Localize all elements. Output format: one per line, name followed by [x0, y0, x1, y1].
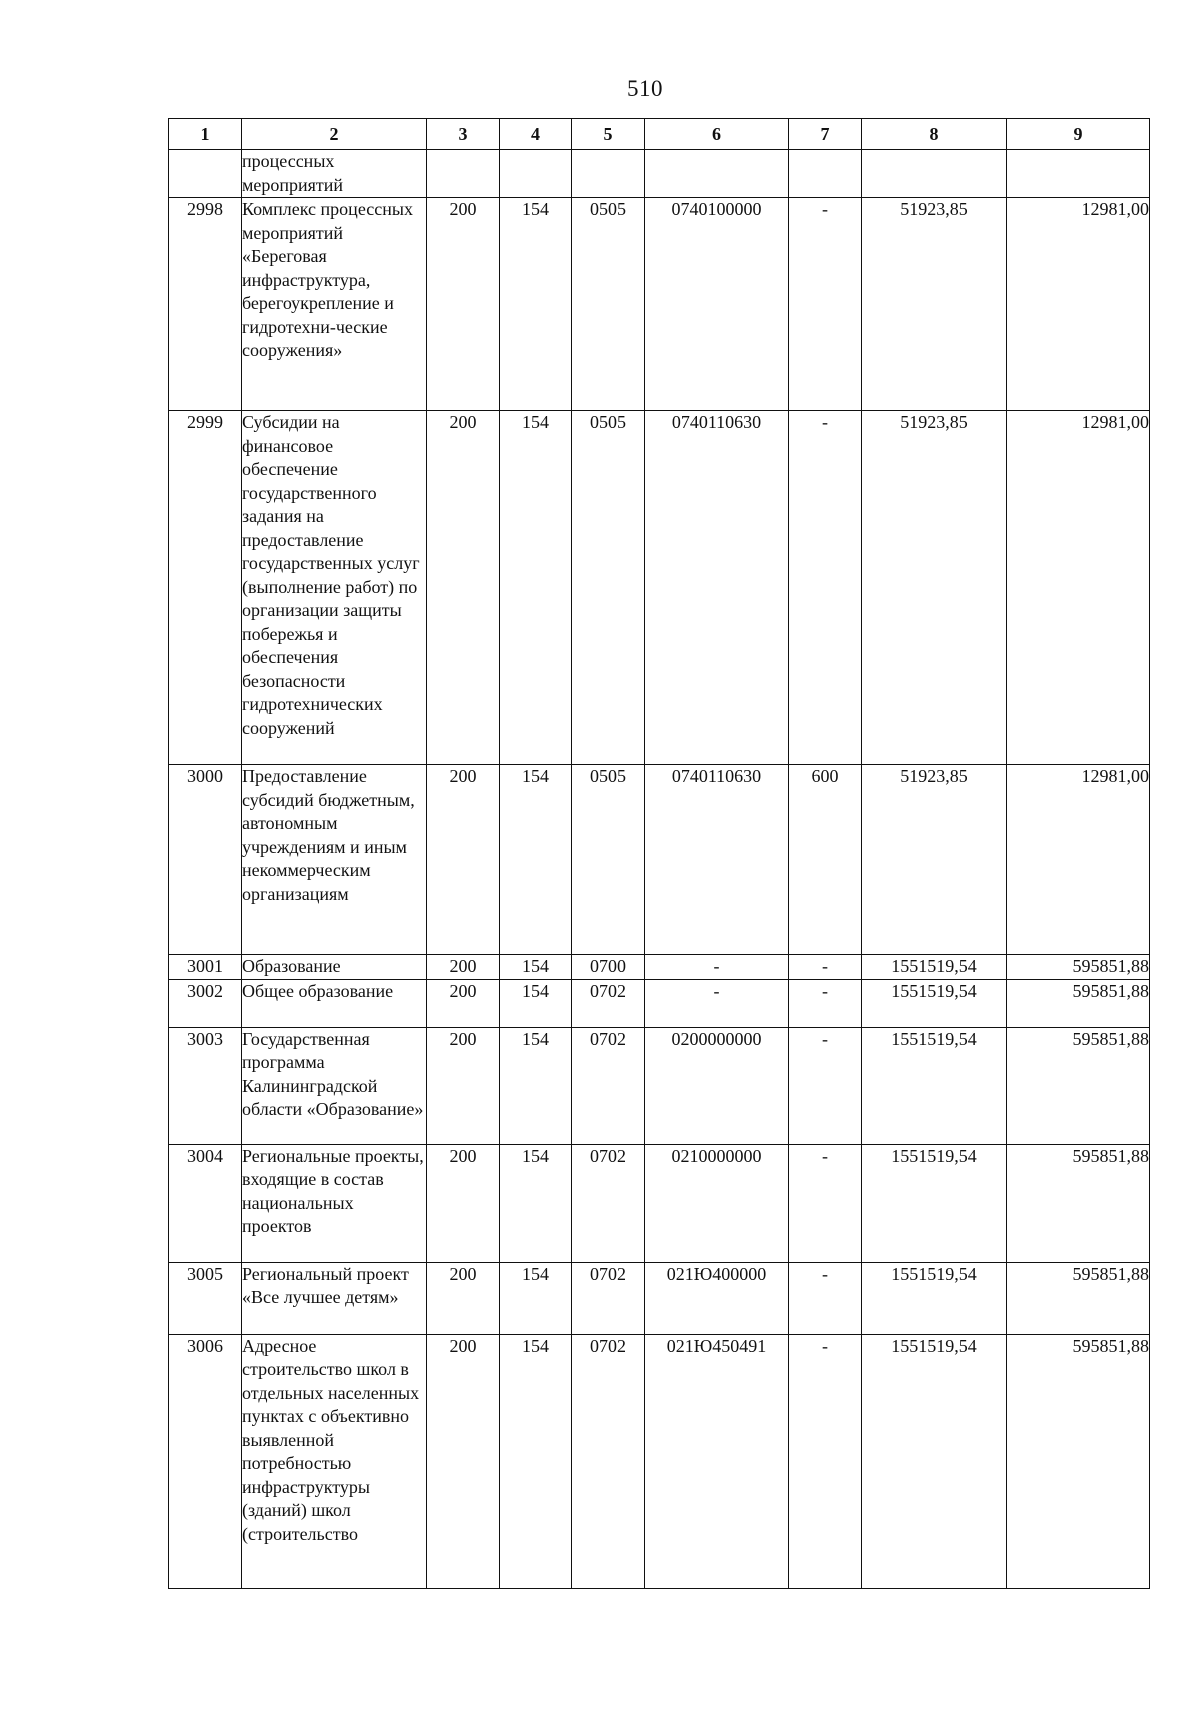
col9-cell: 595851,88 — [1007, 955, 1150, 980]
col7-cell: - — [789, 1334, 862, 1588]
column-header-9: 9 — [1007, 119, 1150, 150]
col9-cell: 595851,88 — [1007, 1027, 1150, 1144]
col8-cell — [862, 150, 1007, 198]
col4-cell: 154 — [500, 1144, 572, 1262]
col8-cell: 51923,85 — [862, 198, 1007, 411]
row-number-cell: 3002 — [169, 979, 242, 1027]
col6-cell: 0200000000 — [645, 1027, 789, 1144]
description-cell: Субсидии на финансовое обеспечение государственного задания на предоставление государственных услуг (выполнение работ) по организации защиты побережья и обеспечения безопасности гидротехнических сооружений — [242, 411, 427, 765]
column-header-1: 1 — [169, 119, 242, 150]
col9-cell: 595851,88 — [1007, 1262, 1150, 1334]
col8-cell: 1551519,54 — [862, 955, 1007, 980]
description-cell: Региональный проект «Все лучшее детям» — [242, 1262, 427, 1334]
col9-cell: 595851,88 — [1007, 1334, 1150, 1588]
row-number-cell: 3003 — [169, 1027, 242, 1144]
col5-cell: 0505 — [572, 198, 645, 411]
description-cell: Предоставление субсидий бюджетным, автономным учреждениям и иным некоммерческим организациям — [242, 765, 427, 955]
description-cell: Государственная программа Калининградской области «Образование» — [242, 1027, 427, 1144]
col8-cell: 51923,85 — [862, 411, 1007, 765]
col6-cell: 0210000000 — [645, 1144, 789, 1262]
col7-cell: - — [789, 1027, 862, 1144]
col4-cell: 154 — [500, 955, 572, 980]
table-row — [169, 198, 1150, 411]
table-row — [169, 1027, 1150, 1144]
table-row — [169, 1334, 1150, 1588]
col8-cell: 1551519,54 — [862, 1027, 1007, 1144]
col6-cell — [645, 150, 789, 198]
col9-cell: 595851,88 — [1007, 979, 1150, 1027]
col4-cell: 154 — [500, 765, 572, 955]
col3-cell: 200 — [427, 198, 500, 411]
table-row — [169, 1144, 1150, 1262]
col7-cell — [789, 150, 862, 198]
col3-cell: 200 — [427, 1334, 500, 1588]
column-header-3: 3 — [427, 119, 500, 150]
table-row — [169, 955, 1150, 980]
col6-cell: 0740110630 — [645, 411, 789, 765]
col4-cell: 154 — [500, 979, 572, 1027]
row-number-cell: 2999 — [169, 411, 242, 765]
col4-cell — [500, 150, 572, 198]
col6-cell: 021Ю450491 — [645, 1334, 789, 1588]
description-cell: Адресное строительство школ в отдельных населенных пунктах с объективно выявленной потребностью инфраструктуры (зданий) школ (строительство — [242, 1334, 427, 1588]
col3-cell: 200 — [427, 411, 500, 765]
col5-cell: 0505 — [572, 411, 645, 765]
col7-cell: - — [789, 955, 862, 980]
col5-cell: 0505 — [572, 765, 645, 955]
header-row — [169, 119, 1150, 150]
column-header-6: 6 — [645, 119, 789, 150]
column-header-7: 7 — [789, 119, 862, 150]
column-header-8: 8 — [862, 119, 1007, 150]
table-row — [169, 411, 1150, 765]
col3-cell — [427, 150, 500, 198]
table-row — [169, 979, 1150, 1027]
col3-cell: 200 — [427, 765, 500, 955]
col7-cell: - — [789, 979, 862, 1027]
description-cell: Региональные проекты, входящие в состав национальных проектов — [242, 1144, 427, 1262]
col7-cell: 600 — [789, 765, 862, 955]
col4-cell: 154 — [500, 411, 572, 765]
col6-cell: 0740110630 — [645, 765, 789, 955]
description-cell: процессных мероприятий — [242, 150, 427, 198]
col6-cell: - — [645, 979, 789, 1027]
row-number-cell: 3006 — [169, 1334, 242, 1588]
col6-cell: 021Ю400000 — [645, 1262, 789, 1334]
description-cell: Общее образование — [242, 979, 427, 1027]
col4-cell: 154 — [500, 198, 572, 411]
col9-cell: 12981,00 — [1007, 765, 1150, 955]
column-header-2: 2 — [242, 119, 427, 150]
col6-cell: 0740100000 — [645, 198, 789, 411]
row-number-cell — [169, 150, 242, 198]
col7-cell: - — [789, 198, 862, 411]
col8-cell: 1551519,54 — [862, 1262, 1007, 1334]
col3-cell: 200 — [427, 1027, 500, 1144]
col7-cell: - — [789, 411, 862, 765]
row-number-cell: 3000 — [169, 765, 242, 955]
row-number-cell: 3004 — [169, 1144, 242, 1262]
col9-cell — [1007, 150, 1150, 198]
col7-cell: - — [789, 1262, 862, 1334]
col8-cell: 1551519,54 — [862, 1144, 1007, 1262]
col5-cell: 0702 — [572, 1027, 645, 1144]
col9-cell: 12981,00 — [1007, 411, 1150, 765]
col6-cell: - — [645, 955, 789, 980]
col9-cell: 12981,00 — [1007, 198, 1150, 411]
description-cell: Образование — [242, 955, 427, 980]
description-cell: Комплекс процессных мероприятий «Береговая инфраструктура, берегоукрепление и гидротехни-ческие сооружения» — [242, 198, 427, 411]
col3-cell: 200 — [427, 979, 500, 1027]
row-number-cell: 3005 — [169, 1262, 242, 1334]
row-number-cell: 2998 — [169, 198, 242, 411]
budget-table — [168, 118, 1150, 1589]
col5-cell — [572, 150, 645, 198]
col5-cell: 0702 — [572, 1334, 645, 1588]
column-header-4: 4 — [500, 119, 572, 150]
column-header-5: 5 — [572, 119, 645, 150]
col8-cell: 1551519,54 — [862, 979, 1007, 1027]
page-number: 510 — [627, 76, 663, 101]
col4-cell: 154 — [500, 1027, 572, 1144]
col8-cell: 51923,85 — [862, 765, 1007, 955]
col4-cell: 154 — [500, 1334, 572, 1588]
col3-cell: 200 — [427, 955, 500, 980]
table-row — [169, 765, 1150, 955]
col4-cell: 154 — [500, 1262, 572, 1334]
col7-cell: - — [789, 1144, 862, 1262]
col5-cell: 0700 — [572, 955, 645, 980]
row-number-cell: 3001 — [169, 955, 242, 980]
col9-cell: 595851,88 — [1007, 1144, 1150, 1262]
col5-cell: 0702 — [572, 1144, 645, 1262]
col8-cell: 1551519,54 — [862, 1334, 1007, 1588]
col3-cell: 200 — [427, 1262, 500, 1334]
table-row — [169, 150, 1150, 198]
col3-cell: 200 — [427, 1144, 500, 1262]
table-row — [169, 1262, 1150, 1334]
col5-cell: 0702 — [572, 979, 645, 1027]
col5-cell: 0702 — [572, 1262, 645, 1334]
